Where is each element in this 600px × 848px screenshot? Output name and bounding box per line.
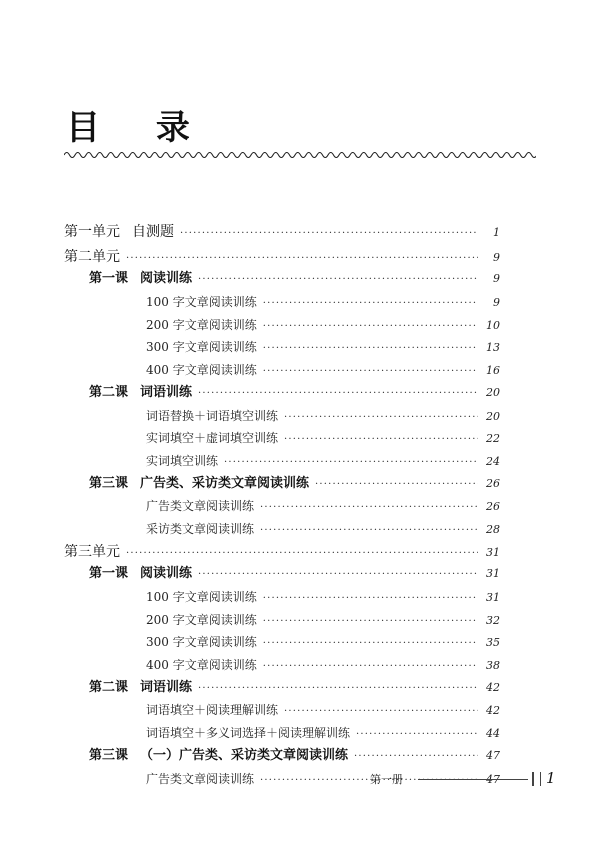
- toc-dot-leader: [354, 746, 478, 769]
- toc-lesson-row: [64, 745, 500, 768]
- toc-item-title: 100 字文章阅读训练: [146, 590, 257, 604]
- toc-item-row: [64, 609, 500, 632]
- toc-page-number: 47: [486, 748, 500, 762]
- toc-dot-leader: [260, 520, 478, 543]
- toc-lesson-row: [64, 473, 500, 496]
- toc-dot-leader: [263, 656, 478, 679]
- toc-item-title: 词语替换＋词语填空训练: [146, 408, 279, 423]
- toc-lesson-title: （一）广告类、采访类文章阅读训练: [140, 747, 349, 763]
- toc-lesson-row: [64, 268, 500, 291]
- toc-dot-leader: [263, 611, 478, 634]
- toc-dot-leader: [263, 588, 478, 611]
- toc-unit-number: 第一单元: [64, 224, 120, 240]
- toc-unit-number: 第三单元: [64, 543, 120, 560]
- toc-unit-row: [64, 221, 500, 244]
- toc-page-number: 9: [493, 272, 500, 286]
- toc-item-row: [64, 586, 500, 609]
- toc-page-number: 47: [486, 772, 500, 786]
- toc-lesson-row: [64, 677, 500, 700]
- toc-dot-leader: [263, 316, 478, 339]
- toc-lesson-number: 第三课: [89, 747, 129, 763]
- toc-lesson-title: 阅读训练: [140, 271, 193, 287]
- toc-dot-leader: [126, 543, 478, 566]
- toc-dot-leader: [263, 338, 478, 361]
- footer-bars-ornament: [532, 772, 541, 786]
- toc-page-number: 1: [493, 226, 500, 239]
- toc-dot-leader: [180, 223, 478, 246]
- toc-lesson-row: [64, 563, 500, 586]
- toc-item-title: 100 字文章阅读训练: [146, 295, 257, 310]
- toc-unit-title: 自测题: [132, 224, 174, 240]
- toc-lesson-row: [64, 382, 500, 405]
- footer-page-number: 1: [546, 769, 556, 787]
- toc-page-number: 31: [486, 567, 500, 581]
- toc-item-row: [64, 427, 500, 450]
- toc-page-number: 42: [486, 704, 500, 718]
- toc-page-number: 31: [486, 591, 500, 604]
- toc-page-number: 16: [486, 364, 500, 378]
- toc-page-number: 28: [486, 522, 500, 536]
- toc-page-number: 20: [486, 385, 500, 399]
- toc-item-title: 采访类文章阅读训练: [146, 521, 255, 536]
- toc-dot-leader: [198, 383, 478, 406]
- toc-item-row: [64, 631, 500, 654]
- toc-item-row: [64, 450, 500, 473]
- toc-page-number: 10: [486, 318, 500, 332]
- toc-lesson-number: 第二课: [89, 384, 129, 400]
- toc-page-number: 13: [486, 341, 500, 355]
- toc-item-row: [64, 314, 500, 337]
- toc-unit-row: [64, 541, 500, 564]
- toc-dot-leader: [198, 678, 478, 701]
- toc-dot-leader: [224, 452, 478, 475]
- toc-item-title: 400 字文章阅读训练: [146, 363, 257, 378]
- toc-dot-leader: [356, 724, 478, 747]
- toc-dot-leader: [263, 293, 478, 316]
- toc-item-row: [64, 405, 500, 428]
- toc-lesson-title: 广告类、采访类文章阅读训练: [140, 475, 310, 491]
- toc-page-number: 42: [486, 680, 500, 694]
- toc-item-title: 300 字文章阅读训练: [146, 635, 257, 650]
- toc-page-number: 26: [486, 476, 500, 490]
- footer-rule: [418, 779, 528, 780]
- toc-item-row: [64, 699, 500, 722]
- toc-item-title: 实词填空＋虚词填空训练: [146, 431, 279, 446]
- toc-lesson-title: 词语训练: [140, 384, 193, 400]
- toc-item-title: 300 字文章阅读训练: [146, 340, 257, 355]
- toc-item-title: 广告类文章阅读训练: [146, 499, 255, 514]
- toc-page-number: 9: [493, 250, 500, 264]
- toc-page-number: 20: [486, 409, 500, 423]
- toc-page-number: 32: [486, 613, 500, 627]
- toc-page-number: 9: [493, 296, 500, 310]
- toc-lesson-number: 第一课: [89, 566, 129, 582]
- toc-item-title: 实词填空训练: [146, 453, 219, 468]
- toc-dot-leader: [284, 701, 478, 724]
- toc-page-number: 44: [486, 727, 500, 741]
- toc-item-title: 词语填空＋多义词选择＋阅读理解训练: [146, 726, 351, 741]
- footer-volume-label: 第一册: [370, 773, 403, 786]
- toc-item-row: [64, 291, 500, 314]
- toc-page-number: 38: [486, 659, 500, 673]
- toc-lesson-number: 第二课: [89, 679, 129, 695]
- toc-dot-leader: [284, 429, 478, 452]
- toc-dot-leader: [284, 407, 478, 430]
- toc-item-title: 400 字文章阅读训练: [146, 658, 257, 673]
- toc-lesson-number: 第一课: [89, 271, 129, 287]
- toc-dot-leader: [263, 361, 478, 384]
- toc-page-number: 24: [486, 454, 500, 468]
- title-wave-ornament: [64, 150, 536, 160]
- toc-unit-number: 第二单元: [64, 248, 120, 265]
- toc-item-title: 广告类文章阅读训练: [146, 771, 255, 786]
- toc-page-number: 31: [486, 545, 500, 559]
- toc-item-title: 词语填空＋阅读理解训练: [146, 703, 279, 718]
- table-of-contents: [64, 221, 500, 790]
- toc-dot-leader: [315, 474, 478, 497]
- toc-item-row: [64, 654, 500, 677]
- toc-item-row: [64, 336, 500, 359]
- toc-unit-row: [64, 246, 500, 269]
- toc-dot-leader: [198, 564, 478, 587]
- toc-item-row: [64, 359, 500, 382]
- toc-item-title: 200 字文章阅读训练: [146, 317, 257, 332]
- toc-page-number: 22: [486, 432, 500, 446]
- toc-page-number: 26: [486, 500, 500, 514]
- toc-item-row: [64, 518, 500, 541]
- page-title: 目 录: [66, 108, 212, 148]
- toc-dot-leader: [198, 269, 478, 292]
- page-footer: [360, 770, 560, 790]
- toc-lesson-title: 阅读训练: [140, 566, 193, 582]
- toc-lesson-number: 第三课: [89, 475, 129, 491]
- toc-dot-leader: [260, 497, 478, 520]
- toc-dot-leader: [263, 633, 478, 656]
- toc-lesson-title: 词语训练: [140, 679, 193, 695]
- toc-dot-leader: [126, 248, 478, 271]
- toc-page-number: 35: [486, 636, 500, 650]
- toc-item-row: [64, 495, 500, 518]
- toc-item-title: 200 字文章阅读训练: [146, 612, 257, 627]
- toc-item-row: [64, 722, 500, 745]
